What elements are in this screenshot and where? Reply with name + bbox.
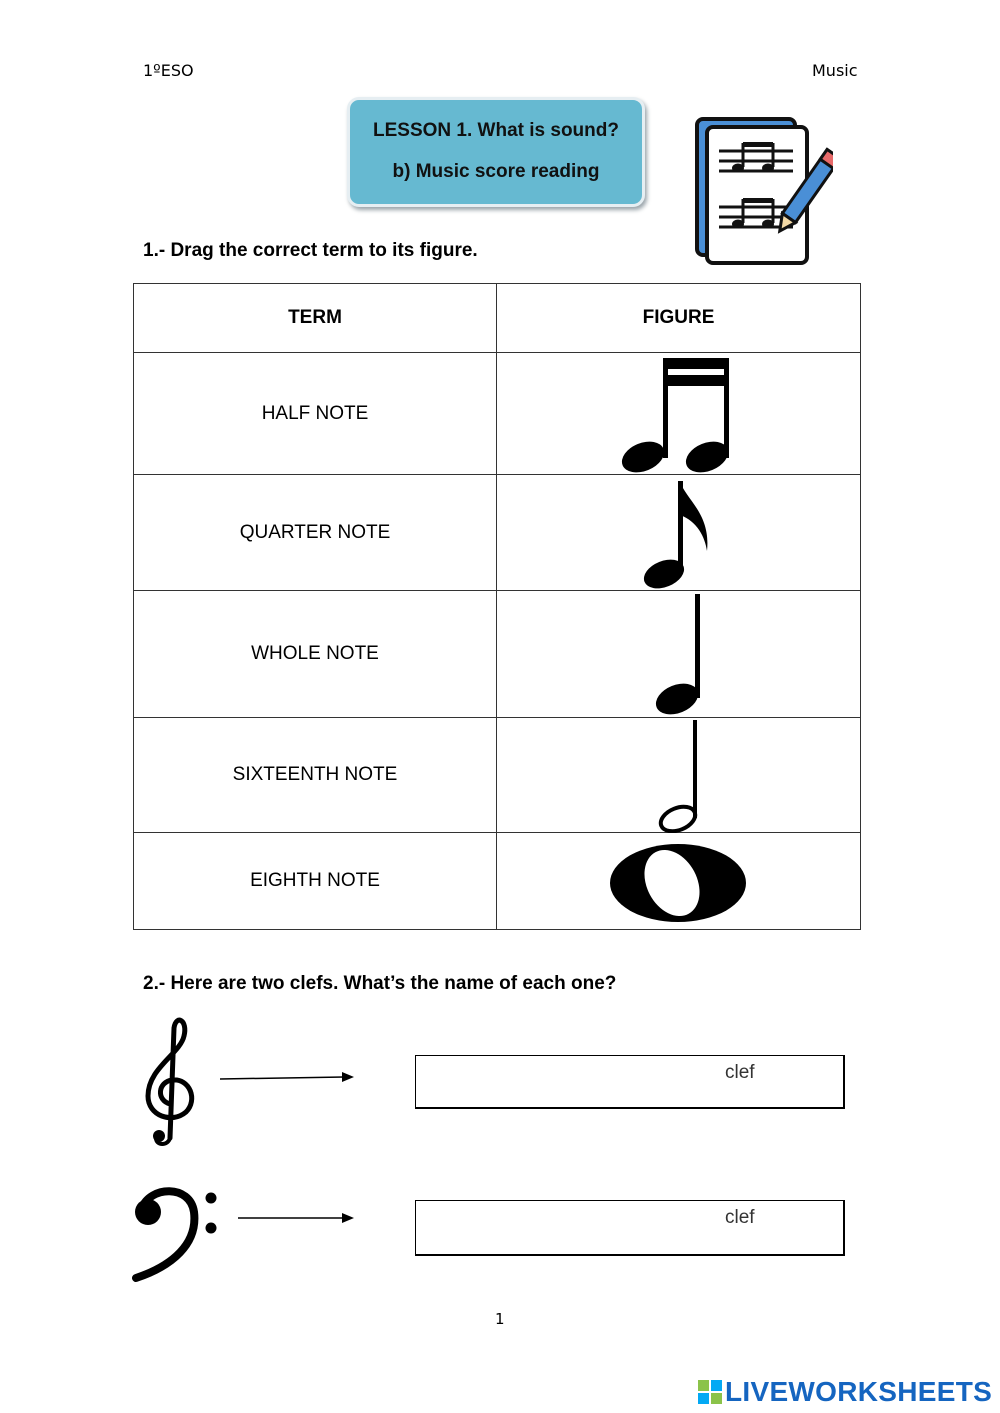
table-row <box>134 353 861 475</box>
eighth-note-icon <box>497 475 861 591</box>
question-2: 2.- Here are two clefs. What’s the name of each one? <box>143 973 617 994</box>
music-score-pencil-icon <box>693 115 833 267</box>
half-note-icon <box>497 718 861 833</box>
term-cell[interactable]: HALF NOTE <box>134 353 497 475</box>
brand-name: LIVEWORKSHEETS <box>725 1376 993 1407</box>
clef-suffix: clef <box>725 1207 755 1228</box>
subject-label: Music <box>812 61 858 80</box>
figure-cell[interactable] <box>497 591 861 718</box>
treble-clef-icon <box>138 1012 202 1148</box>
sixteenth-notes-icon <box>497 353 861 475</box>
page-number: 1 <box>495 1310 505 1328</box>
term-cell[interactable]: WHOLE NOTE <box>134 591 497 718</box>
table-header-row <box>134 284 861 353</box>
lesson-title-box <box>347 97 645 207</box>
term-figure-table <box>133 283 861 930</box>
table-row <box>134 591 861 718</box>
term-cell[interactable]: EIGHTH NOTE <box>134 833 497 930</box>
term-cell[interactable]: SIXTEENTH NOTE <box>134 718 497 833</box>
bass-clef-icon <box>128 1182 224 1284</box>
bass-clef-answer-field[interactable] <box>415 1200 845 1256</box>
figure-cell[interactable] <box>497 833 861 930</box>
whole-note-icon <box>497 833 861 930</box>
course-label: 1ºESO <box>143 61 194 80</box>
figure-cell[interactable] <box>497 718 861 833</box>
lesson-title: LESSON 1. What is sound? <box>373 120 619 141</box>
figure-cell[interactable] <box>497 475 861 591</box>
term-column-header: TERM <box>134 284 497 353</box>
quarter-note-icon <box>497 591 861 718</box>
treble-clef-answer-field[interactable] <box>415 1055 845 1109</box>
lesson-subtitle: b) Music score reading <box>392 161 600 182</box>
term-cell[interactable]: QUARTER NOTE <box>134 475 497 591</box>
table-row <box>134 718 861 833</box>
figure-cell[interactable] <box>497 353 861 475</box>
arrow-icon <box>220 1070 356 1084</box>
arrow-icon <box>238 1211 356 1225</box>
table-row <box>134 475 861 591</box>
clef-suffix: clef <box>725 1062 755 1083</box>
table-row <box>134 833 861 930</box>
question-1: 1.- Drag the correct term to its figure. <box>143 240 478 261</box>
figure-column-header: FIGURE <box>497 284 861 353</box>
liveworksheets-logo-icon <box>698 1380 722 1404</box>
brand-logo <box>698 1378 992 1406</box>
